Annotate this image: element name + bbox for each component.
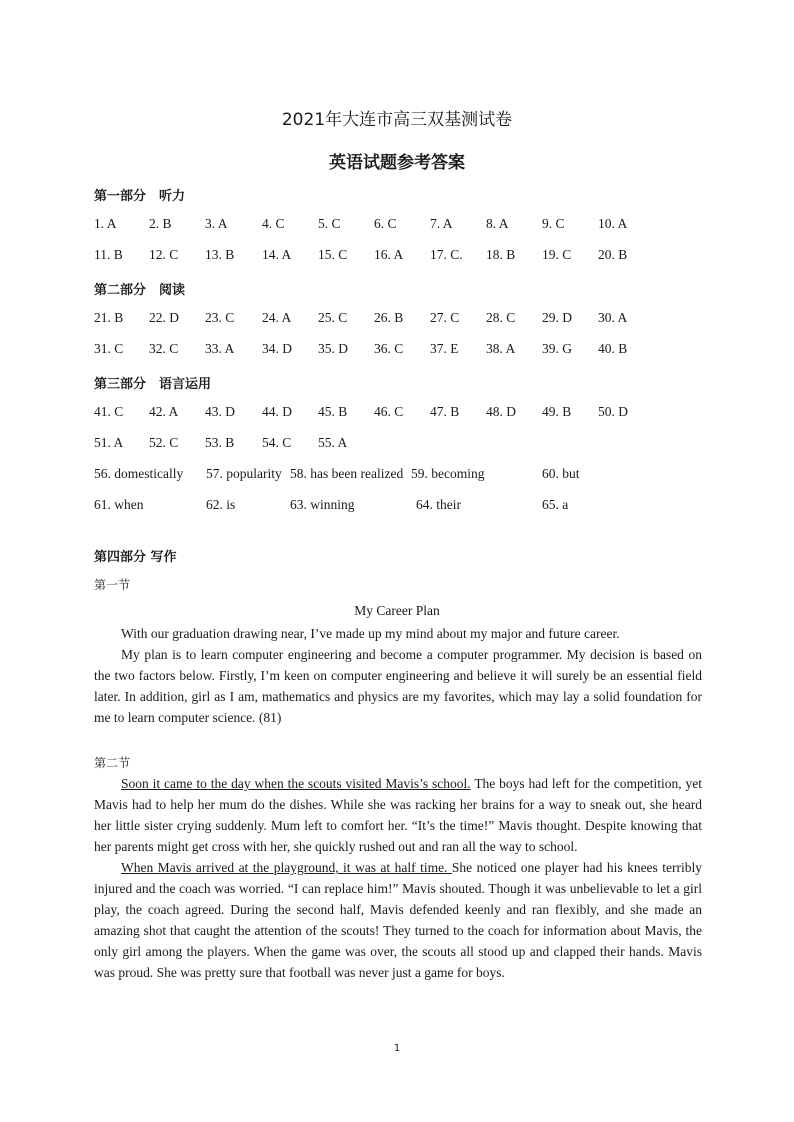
fill-answer: 63. winning bbox=[290, 497, 355, 512]
fill-answer: 60. but bbox=[542, 466, 580, 481]
answer-item: 9. C bbox=[542, 216, 565, 231]
fill-answer: 57. popularity bbox=[206, 466, 282, 481]
answer-item: 12. C bbox=[149, 247, 179, 262]
story-paragraph bbox=[94, 857, 702, 983]
answer-item: 31. C bbox=[94, 341, 124, 356]
answer-item: 41. C bbox=[94, 404, 124, 419]
answer-item: 5. C bbox=[318, 216, 341, 231]
story-lead-sentence: When Mavis arrived at the playground, it was at half time. bbox=[121, 860, 452, 875]
answer-item: 28. C bbox=[486, 310, 516, 325]
answer-item: 36. C bbox=[374, 341, 404, 356]
fill-answer: 62. is bbox=[206, 497, 236, 512]
essay-paragraph: With our graduation drawing near, I’ve made up my mind about my major and future career. bbox=[121, 626, 620, 641]
answer-item: 4. C bbox=[262, 216, 285, 231]
answer-item: 18. B bbox=[486, 247, 516, 262]
answer-item: 10. A bbox=[598, 216, 628, 231]
answer-item: 16. A bbox=[374, 247, 404, 262]
answer-item: 13. B bbox=[205, 247, 235, 262]
page-number: 1 bbox=[393, 1043, 401, 1054]
story-body: The boys had left for the competition, yet Mavis had to help her mum do the dishes. While she was racking her brains for a way to sneak out, she heard her little sister crying suddenly. Mum left to comfort her. “It’s the time!” Mavis thought. Despite knowing that her parents might get cross with her, she quickly rushed out and ran all the way to school. bbox=[94, 776, 702, 854]
section1-label: 第一节 bbox=[94, 578, 131, 592]
document-title: 2021年大连市高三双基测试卷 bbox=[281, 110, 513, 130]
answer-item: 49. B bbox=[542, 404, 572, 419]
answer-item: 14. A bbox=[262, 247, 292, 262]
essay-paragraph: My plan is to learn computer engineering and become a computer programmer. My decision is based on the two factors below. Firstly, I’m keen on computer engineering and believe it will surely be an essential field later. In addition, girl as I am, mathematics and physics are my favorites, which may lay a solid foundation for me to learn computer science. (81) bbox=[94, 647, 702, 725]
fill-answer: 65. a bbox=[542, 497, 569, 512]
answer-item: 7. A bbox=[430, 216, 453, 231]
answer-item: 32. C bbox=[149, 341, 179, 356]
answer-item: 29. D bbox=[542, 310, 572, 325]
answer-item: 46. C bbox=[374, 404, 404, 419]
answer-item: 53. B bbox=[205, 435, 235, 450]
fill-answer: 58. has been realized bbox=[290, 466, 404, 481]
answer-item: 24. A bbox=[262, 310, 292, 325]
section2-label: 第二节 bbox=[94, 756, 131, 770]
answer-item: 27. C bbox=[430, 310, 460, 325]
part2-heading: 第二部分 阅读 bbox=[94, 283, 186, 298]
answer-item: 17. C. bbox=[430, 247, 463, 262]
answer-item: 54. C bbox=[262, 435, 292, 450]
answer-item: 44. D bbox=[262, 404, 292, 419]
answer-item: 22. D bbox=[149, 310, 179, 325]
answer-item: 47. B bbox=[430, 404, 460, 419]
answer-item: 1. A bbox=[94, 216, 117, 231]
fill-answer: 64. their bbox=[416, 497, 461, 512]
answer-item: 21. B bbox=[94, 310, 124, 325]
answer-item: 19. C bbox=[542, 247, 572, 262]
story-body: She noticed one player had his knees terribly injured and the coach was worried. “I can replace him!” Mavis shouted. Though it was unbelievable to let a girl play, the coach agreed. During the second half, Mavis defended keenly and ran flexibly, and she made an amazing shot that caught the attention of the scouts! They turned to the coach for information about Mavis, the only girl among the players. When the game was over, the scouts all stood up and clapped their hands. Mavis was proud. She was pretty sure that football was never just a game for boys. bbox=[94, 860, 702, 980]
fill-answer: 61. when bbox=[94, 497, 144, 512]
answer-item: 52. C bbox=[149, 435, 179, 450]
answer-item: 6. C bbox=[374, 216, 397, 231]
answer-item: 25. C bbox=[318, 310, 348, 325]
answer-item: 33. A bbox=[205, 341, 235, 356]
answer-item: 20. B bbox=[598, 247, 628, 262]
answer-item: 38. A bbox=[486, 341, 516, 356]
answer-item: 42. A bbox=[149, 404, 179, 419]
answer-item: 35. D bbox=[318, 341, 348, 356]
part1-heading: 第一部分 听力 bbox=[94, 189, 186, 204]
document-subtitle: 英语试题参考答案 bbox=[329, 153, 465, 173]
answer-item: 50. D bbox=[598, 404, 628, 419]
answer-item: 23. C bbox=[205, 310, 235, 325]
story-lead-sentence: Soon it came to the day when the scouts visited Mavis’s school. bbox=[121, 776, 471, 791]
fill-answer: 56. domestically bbox=[94, 466, 184, 481]
essay-title: My Career Plan bbox=[354, 603, 440, 618]
answer-item: 26. B bbox=[374, 310, 404, 325]
answer-item: 48. D bbox=[486, 404, 516, 419]
story-paragraph bbox=[94, 773, 702, 857]
answer-item: 3. A bbox=[205, 216, 228, 231]
answer-item: 39. G bbox=[542, 341, 572, 356]
answer-item: 8. A bbox=[486, 216, 509, 231]
answer-item: 30. A bbox=[598, 310, 628, 325]
part3-heading: 第三部分 语言运用 bbox=[94, 377, 212, 392]
part4-heading: 第四部分 写作 bbox=[94, 550, 177, 565]
answer-item: 34. D bbox=[262, 341, 292, 356]
answer-item: 2. B bbox=[149, 216, 172, 231]
answer-item: 40. B bbox=[598, 341, 628, 356]
answer-item: 55. A bbox=[318, 435, 348, 450]
answer-item: 15. C bbox=[318, 247, 348, 262]
answer-item: 11. B bbox=[94, 247, 123, 262]
fill-answer: 59. becoming bbox=[411, 466, 485, 481]
answer-item: 51. A bbox=[94, 435, 124, 450]
answer-item: 45. B bbox=[318, 404, 348, 419]
answer-item: 43. D bbox=[205, 404, 235, 419]
answer-item: 37. E bbox=[430, 341, 459, 356]
